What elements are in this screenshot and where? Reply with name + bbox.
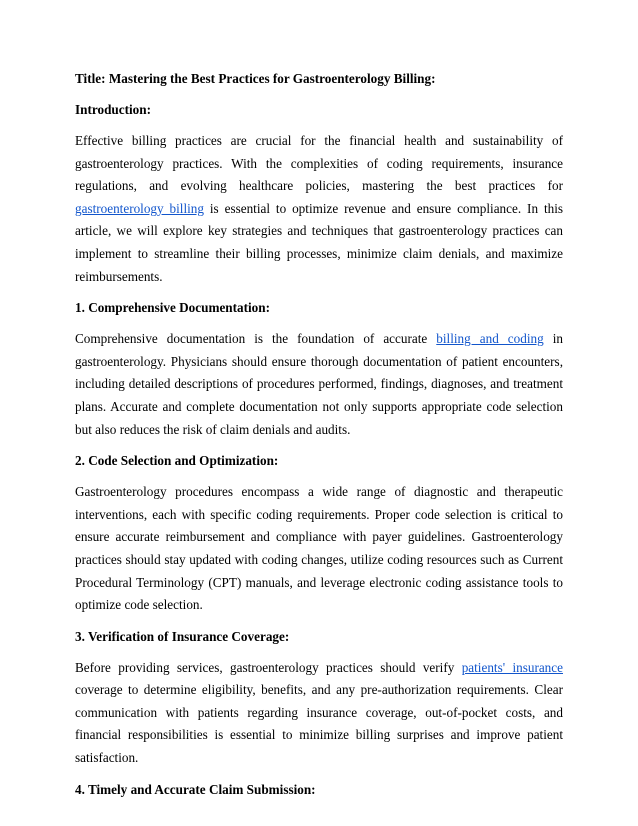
section-1-text-after-link: in gastroenterology. Physicians should ensure thorough documentation of patient encounters, including detailed descriptions of procedures performed, findings, diagnoses, and treatment plans. Accurate and complete documentation not only supports appropriate code selection but also reduces the risk of claim denials and audits. (75, 331, 564, 437)
section-3-text-before-link: Before providing services, gastroenterology practices should verify (75, 659, 462, 675)
section-3-text-after-link: coverage to determine eligibility, benefits, and any pre-authorization requirements. Clear communication with patients regarding insurance coverage, out-of-pocket costs, and financial responsibilities is essential to minimize billing surprises and improve patient satisfaction. (75, 682, 563, 766)
billing-and-coding-link[interactable]: billing and coding (436, 331, 544, 347)
introduction-heading: Introduction: (75, 102, 151, 117)
gastroenterology-billing-link[interactable]: gastroenterology billing (75, 200, 204, 216)
section-1-paragraph (75, 328, 563, 441)
section-1-text-before-link: Comprehensive documentation is the foundation of accurate (75, 331, 437, 347)
introduction-text-after-link: is essential to optimize revenue and ensure compliance. In this article, we will explore key strategies and techniques that gastroenterology practices can implement to streamline their billing processes, minimize claim denials, and maximize reimbursements. (75, 200, 564, 284)
section-1-heading: 1. Comprehensive Documentation: (75, 300, 270, 316)
patients-insurance-link[interactable]: patients' insurance (461, 659, 563, 675)
section-4-heading: 4. Timely and Accurate Claim Submission: (75, 781, 316, 797)
section-3-heading: 3. Verification of Insurance Coverage: (75, 628, 290, 644)
introduction-text-before-link: Effective billing practices are crucial for the financial health and sustainability of gastroenterology practices. With the complexities of coding requirements, insurance regulations, and evolving healthcare policies, mastering the best practices for (75, 133, 563, 194)
document-title: Title: Mastering the Best Practices for Gastroenterology Billing: (75, 71, 436, 86)
section-2-heading: 2. Code Selection and Optimization: (75, 453, 279, 469)
section-2-paragraph: Gastroenterology procedures encompass a wide range of diagnostic and therapeutic interventions, each with specific coding requirements. Proper code selection is critical to ensure accurate reimbursement and compliance with payer guidelines. Gastroenterology practices should stay updated with coding changes, utilize coding resources such as Current Procedural Terminology (CPT) manuals, and leverage electronic coding assistance tools to optimize code selection. (75, 484, 563, 613)
introduction-paragraph (75, 130, 563, 288)
section-3-paragraph (75, 657, 563, 770)
document-page (75, 68, 563, 810)
